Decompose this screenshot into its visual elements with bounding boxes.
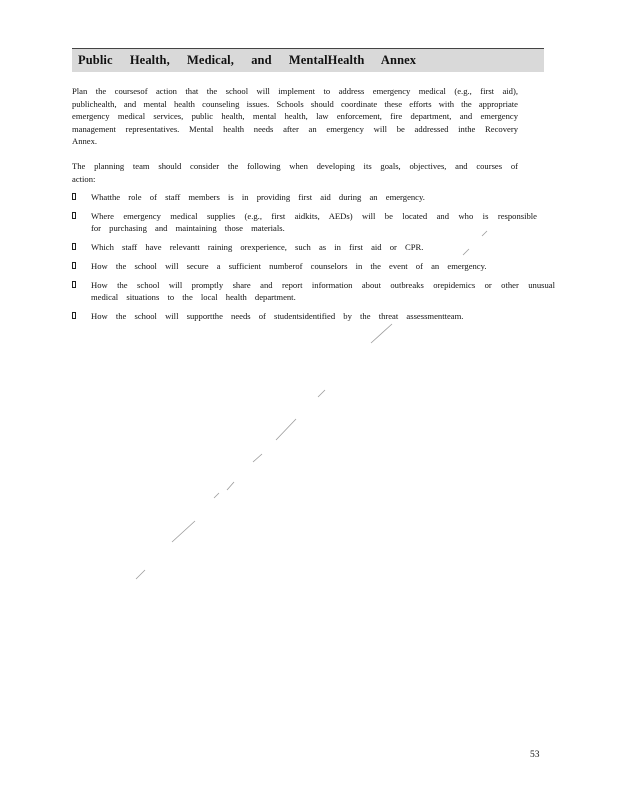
list-item — [72, 261, 537, 273]
list-item — [72, 211, 537, 234]
scan-mark — [227, 482, 234, 490]
list-item — [72, 311, 537, 323]
scan-mark — [214, 493, 219, 498]
intro-paragraph: Plan the coursesof action that the school will implement to address emergency medical (e.g., first aid), publichealth, and mental health counseling issues. Schools should coordinate these efforts with the appropriate emergency medical services, public health, mental health, law enforcement, fire department, and emergency management representatives. Mental health needs after an emergency will be addressed inthe Recovery Annex. — [72, 86, 518, 147]
bullet-marker-icon — [72, 193, 76, 200]
list-item — [72, 242, 537, 254]
bullet-marker-icon — [72, 262, 76, 269]
bullet-marker-icon — [72, 281, 76, 288]
scan-mark — [172, 521, 195, 542]
bullet-marker-icon — [72, 212, 76, 219]
scan-mark — [318, 390, 325, 397]
scan-mark — [253, 454, 262, 462]
list-item-text: How the school will supportthe needs of studentsidentified by the threat assessmentteam. — [91, 310, 464, 321]
scan-mark — [276, 419, 296, 440]
list-item — [72, 192, 537, 204]
scan-mark — [136, 570, 145, 579]
considerations-list — [72, 192, 555, 330]
list-item-text: Which staff have relevantt raining orexperience, such as in first aid or CPR. — [91, 241, 424, 252]
annex-header-bar — [72, 48, 544, 72]
bullet-marker-icon — [72, 312, 76, 319]
list-item-text: Whatthe role of staff members is in providing first aid during an emergency. — [91, 192, 425, 202]
list-item-text: How the school will promptly share and report information about outbreaks orepidemics or other unusual medical situations to the local health department. — [91, 279, 555, 302]
annex-title: Public Health, Medical, and MentalHealth Annex — [78, 53, 417, 67]
planning-paragraph: The planning team should consider the following when developing its goals, objectives, and courses of action: — [72, 161, 518, 184]
list-item-text: How the school will secure a sufficient numberof counselors in the event of an emergency. — [91, 260, 487, 271]
list-item-text: Where emergency medical supplies (e.g., first aidkits, AEDs) will be located and who is responsible for purchasing and maintaining those materials. — [91, 211, 537, 233]
page-number: 53 — [530, 750, 540, 760]
bullet-marker-icon — [72, 243, 76, 250]
list-item — [72, 280, 555, 303]
